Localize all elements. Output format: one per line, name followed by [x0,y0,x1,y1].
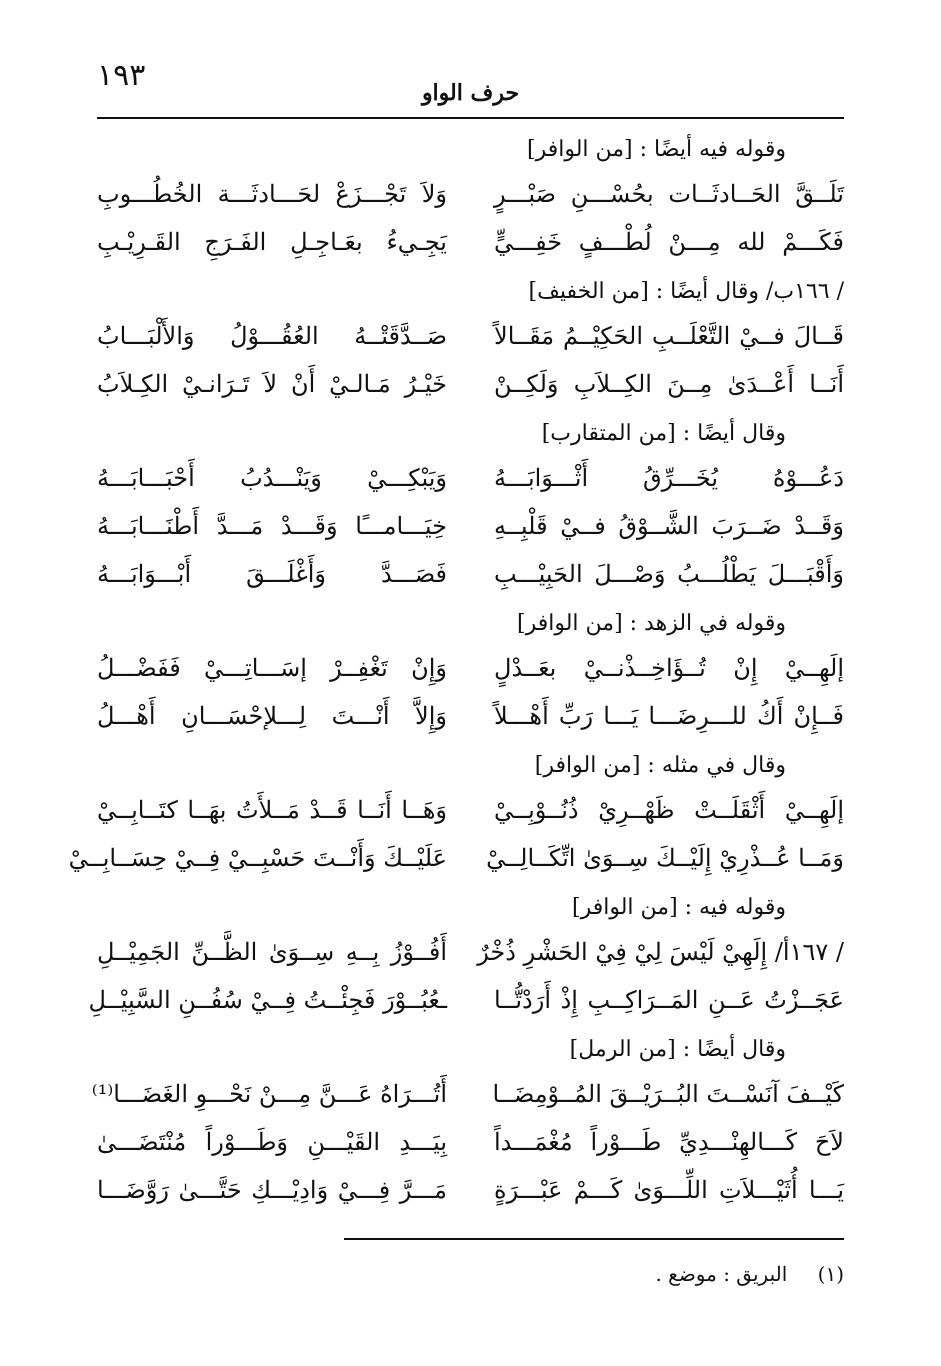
poem-intro: وقال أيضًا : [من المتقارب] [541,421,786,446]
verse-line [97,360,844,408]
verse-second-hemistich: وَهَــا أَنَــا قَــدْ مَــلأَتُ بهَــا كتَــابِــيْ [97,796,447,824]
header-rule [97,117,844,119]
footnote-text: البريق : موضع . [655,1262,788,1286]
verse-line [97,550,844,598]
verse-first-hemistich: تَلَــقَّ الحَــادثَــات بحُسْـــنِ صَبْـــرٍ [494,180,844,208]
verse-first-hemistich: فَــإِنْ أَكُ للـــرِضَـــا يَـــا رَبِّ أَهْـــلاً [494,702,844,730]
poem-intro: وقوله فيه : [من الوافر] [572,895,786,920]
verse-second-hemistich: صَــدَّقَتْــهُ العُقُـــوْلُ وَالأَلْبَـــابُ [97,322,447,350]
verse-second-hemistich: وَإِنْ تَغْفِــرْ إسَـــاتِـــيْ فَفَضْـــلُ [97,654,447,682]
verse-first-hemistich: دَعُـــوْهُ يُخَـــرِّقُ أَثْـــوَابَـــهُ [494,464,844,492]
poem-block [97,130,844,266]
verse-first-hemistich: قَــالَ فــيْ التَّعْلَــبِ الحَكِيْــمُ مَقَــالاً [494,322,844,350]
verse-second-hemistich: ـعُبُــوْرَ فَجِئْــتُ فِــيْ سُفُــنِ السَّبِيْــلِ [88,986,447,1014]
verse-line [88,976,844,1024]
verse-second-hemistich: أَتُـــرَاهُ عَـــنَّ مِـــنْ نَحْـــوِ الغَضَـــا⁽¹⁾ [91,1080,447,1108]
verse-line [91,1070,844,1118]
poem-intro: وقوله في الزهد : [من الوافر] [517,611,786,636]
footnote [655,1262,844,1286]
verse-first-hemistich: فَكَـــمْ لله مِـــنْ لُطْـــفٍ خَفِـــيٍّ [494,228,844,256]
footnote-rule [344,1238,844,1240]
verse-line [97,312,844,360]
verse-first-hemistich: لاَحَ كَـــالهِنْـــدِيِّ طَـــوْراً مُغْمَـــداً [494,1128,844,1156]
verse-line [97,170,844,218]
verse-second-hemistich: فَصَـــدَّ وَأَغْلَـــقَ أَبْـــوَابَـــهُ [97,560,447,588]
verse-line [97,692,844,740]
poem-block [88,888,844,1024]
verse-line [97,1118,844,1166]
poem-intro: وقال في مثله : [من الوافر] [534,753,786,778]
verse-line [97,928,844,976]
verse-second-hemistich: بِيَـــدِ القَيْـــنِ وَطَـــوْراً مُنْتَضَـــىٰ [97,1128,447,1156]
verse-line [97,454,844,502]
verse-first-hemistich: وَأَقْبَـــلَ يَطْلُـــبُ وَصْـــلَ الحَبِيْـــبِ [494,560,844,588]
verse-second-hemistich: أَفُــوْزُ بِــهِ سِــوَىٰ الظَّــنِّ الجَمِيْــلِ [97,938,447,966]
poem-intro: وقال أيضًا : [من الرمل] [569,1037,786,1062]
poem-block [97,604,844,740]
verse-line [97,502,844,550]
page-number: ١٩٣ [97,58,146,93]
verse-second-hemistich: خَيْـرُ مَـالـيْ أَنْ لاَ تَـرَانـيْ الكِـلاَبُ [97,370,447,398]
poem-intro: / ١٦٦ب/ وقال أيضًا : [من الخفيف] [528,279,844,304]
verse-second-hemistich: وَإِلاَّ أَنْـــتَ لِـــلإحْسَـــانِ أَهْـــلُ [97,702,447,730]
verse-second-hemistich: يَجِـيءُ بعَـاجِـلِ الفَـرَجِ القَـرِيْـبِ [97,228,447,256]
verse-first-hemistich: وَقَــدْ ضَــرَبَ الشَّــوْقُ فــيْ قَلْبِــهِ [494,512,844,540]
verse-first-hemistich: إلَهِــيْ أَثْقَلَــتْ ظَهْــرِيْ ذُنُــوْبِــيْ [494,796,844,824]
poem-content [68,130,844,1220]
verse-line [97,218,844,266]
verse-first-hemistich: يَـــا أُثَيْـــلاَتِ اللِّـــوَىٰ كَـــمْ عَبْـــرَةٍ [494,1176,844,1204]
verse-second-hemistich: وَيَبْكِـــيْ وَيَنْـــدُبُ أَحْبَـــابَـــهُ [97,464,447,492]
poem-block [91,1030,844,1214]
verse-second-hemistich: وَلاَ تَجْـــزَعْ لحَـــادثَـــة الخُطُـــوبِ [97,180,447,208]
footnote-number: (١) [817,1262,844,1286]
poem-intro: وقوله فيه أيضًا : [من الوافر] [527,137,786,162]
verse-line [97,644,844,692]
verse-line [97,786,844,834]
verse-first-hemistich: كَيْــفَ آنَسْــتَ البُــرَيْــقَ المُــوْمِضَــا [492,1080,844,1108]
verse-first-hemistich: وَمَــا عُــذْرِيْ إِلَيْــكَ سِــوَىٰ اتِّكَــالِــيْ [486,844,844,872]
verse-second-hemistich: مَـــرَّ فِـــيْ وَادِيْـــكِ حَتَّـــىٰ رَوَّضَـــا [97,1176,447,1204]
verse-line [68,834,844,882]
verse-second-hemistich: عَلَيْــكَ وَأَنْــتَ حَسْبِــيْ فِــيْ حِسَــابِــيْ [68,844,447,872]
poem-block [97,414,844,598]
verse-line [97,1166,844,1214]
poem-block [97,272,844,408]
page-header [97,58,844,118]
running-title: حرف الواو [421,80,520,106]
verse-first-hemistich: / ١٦٧أ/ إِلَهِيْ لَيْسَ لِيْ فِيْ الحَشْرِ ذُخْرٌ [477,938,844,966]
verse-second-hemistich: خِيَـــامـــًا وَقَـــدْ مَـــدَّ أَطْنَـــابَـــهُ [97,512,447,540]
poem-block [68,746,844,882]
verse-first-hemistich: أَنَــا أَعْــدَىٰ مِــنَ الكِــلاَبِ وَلَكِــنْ [494,370,844,398]
verse-first-hemistich: إلَهِــيْ إِنْ تُــؤَاخِــذْنــيْ بعَــدْلٍ [494,654,844,682]
verse-first-hemistich: عَجَــزْتُ عَــنِ المَــرَاكِــبِ إِذْ أَرَدْتُّــا [494,986,844,1014]
